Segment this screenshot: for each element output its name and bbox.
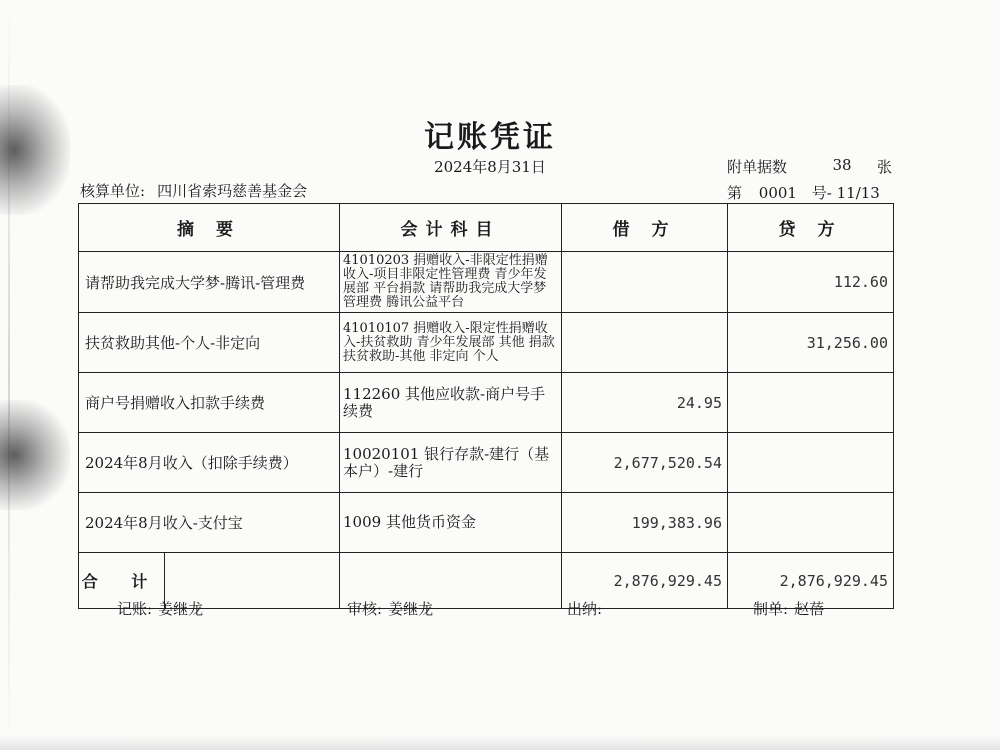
voucher-number-prefix: 第 [727,184,743,202]
reviewer-name: 姜继龙 [388,600,434,618]
table-row [79,313,894,373]
accounting-unit-value: 四川省索玛慈善基金会 [157,182,308,200]
voucher-number-suffix: 号- [811,184,832,202]
header-account: 会计科目 [340,204,562,252]
total-credit: 2,876,929.45 [728,553,894,609]
accounting-unit [80,180,307,201]
cashier-signature [567,598,608,619]
accounting-unit-label: 核算单位: [80,182,146,200]
row-debit [562,313,728,373]
table-row [79,493,894,553]
row-account: 112260 其他应收款-商户号手续费 [340,373,562,433]
row-account: 41010107 捐赠收入-限定性捐赠收入-扶贫救助 青少年发展部 其他 捐款 扶贫救助-其他 非定向 个人 [340,313,562,373]
signature-row [0,598,1000,620]
header-summary: 摘 要 [79,204,340,252]
row-summary: 2024年8月收入（扣除手续费） [79,433,340,493]
voucher-number [727,182,897,203]
scan-smudge [0,400,70,510]
total-label: 合 计 [79,553,165,608]
row-credit [728,493,894,553]
reviewer-label: 审核: [347,600,383,618]
attachment-count [727,156,892,177]
preparer-name: 赵蓓 [794,600,825,618]
row-account: 1009 其他货币资金 [340,493,562,553]
table-row [79,252,894,313]
row-summary: 请帮助我完成大学梦-腾讯-管理费 [79,252,340,313]
table-row [79,433,894,493]
row-account: 10020101 银行存款-建行（基本户）-建行 [340,433,562,493]
bookkeeper-label: 记账: [117,600,153,618]
bookkeeper-signature [117,598,203,619]
attachment-label: 附单据数 [727,158,788,176]
table-row [79,373,894,433]
voucher-table [78,203,894,609]
voucher-number-value: 0001 [758,184,797,202]
voucher-date: 2024年8月31日 [434,158,546,176]
preparer-label: 制单: [753,600,789,618]
row-credit [728,433,894,493]
row-debit [562,252,728,313]
voucher-title: 记账凭证 [424,120,556,155]
reviewer-signature [347,598,433,619]
voucher-page: 11/13 [836,184,880,202]
attachment-unit: 张 [876,158,892,176]
row-debit: 2,677,520.54 [562,433,728,493]
row-credit: 31,256.00 [728,313,894,373]
total-debit: 2,876,929.45 [562,553,728,609]
row-account: 41010203 捐赠收入-非限定性捐赠收入-项目非限定性管理费 青少年发展部 平台捐款 请帮助我完成大学梦 管理费 腾讯公益平台 [340,252,562,313]
row-debit: 199,383.96 [562,493,728,553]
bookkeeper-name: 姜继龙 [158,600,204,618]
cashier-label: 出纳: [567,600,603,618]
header-debit: 借 方 [562,204,728,252]
row-summary: 商户号捐赠收入扣款手续费 [79,373,340,433]
row-summary: 2024年8月收入-支付宝 [79,493,340,553]
row-summary: 扶贫救助其他-个人-非定向 [79,313,340,373]
row-credit: 112.60 [728,252,894,313]
scan-shadow [0,735,1000,750]
attachment-number: 38 [832,156,852,174]
row-debit: 24.95 [562,373,728,433]
row-credit [728,373,894,433]
header-credit: 贷 方 [728,204,894,252]
preparer-signature [753,598,824,619]
